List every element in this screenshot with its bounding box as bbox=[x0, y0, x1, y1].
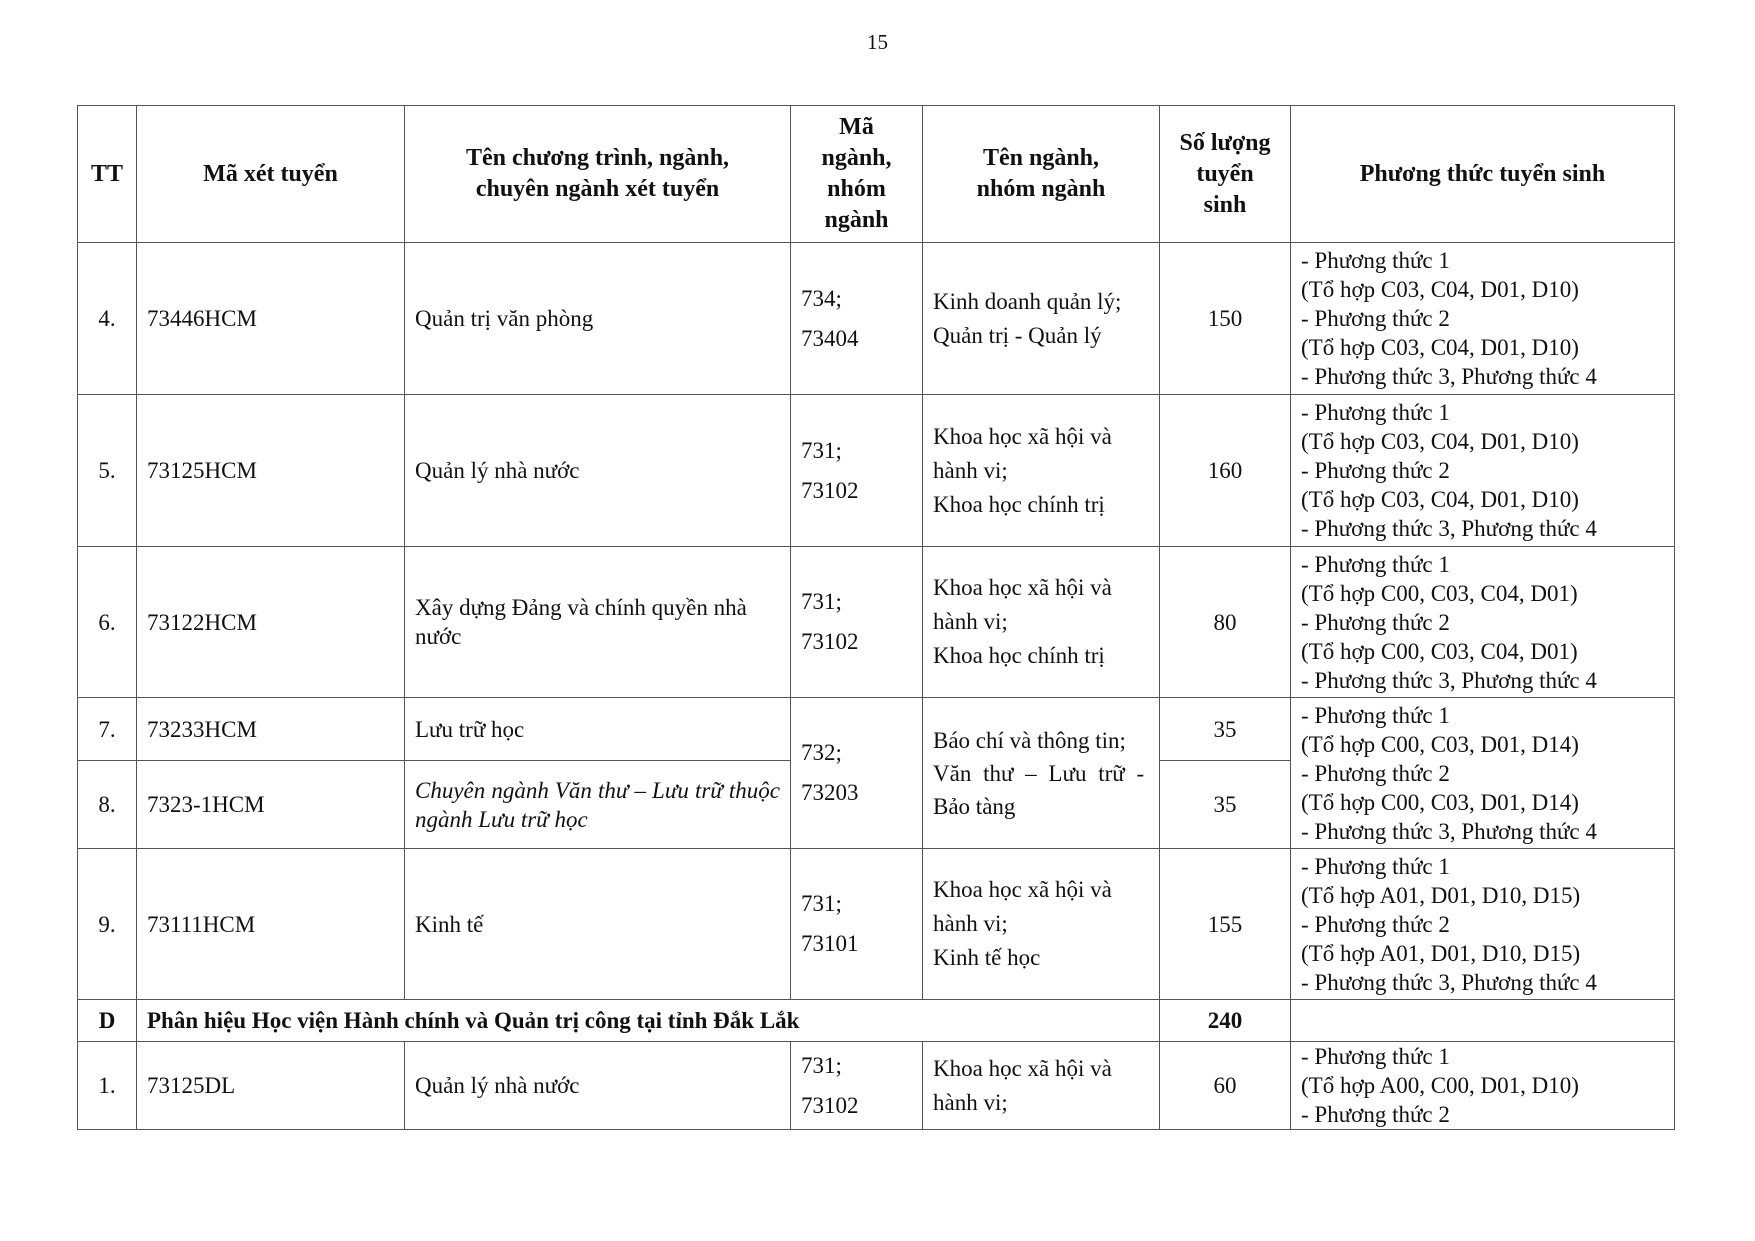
cell-major-code bbox=[791, 1042, 923, 1130]
major-name-line: hành vi; bbox=[933, 457, 1008, 483]
cell-quota: 80 bbox=[1160, 547, 1291, 698]
cell-code: 73111HCM bbox=[137, 849, 405, 1000]
header-ten-chuong-trinh bbox=[405, 106, 791, 243]
major-name-line: Khoa học xã hội và bbox=[933, 575, 1112, 600]
major-name-line: Báo chí và thông tin; bbox=[933, 727, 1126, 753]
method-line: (Tổ hợp A01, D01, D10, D15) bbox=[1301, 882, 1581, 908]
method-line: - Phương thức 2 bbox=[1301, 306, 1450, 331]
table-row bbox=[78, 849, 1675, 1000]
cell-methods bbox=[1291, 1042, 1675, 1130]
cell-major-code bbox=[791, 243, 923, 395]
cell-program: Quản lý nhà nước bbox=[405, 395, 791, 547]
method-line: - Phương thức 2 bbox=[1301, 911, 1450, 937]
section-title: Phân hiệu Học viện Hành chính và Quản trị công tại tỉnh Đắk Lắk bbox=[137, 1000, 1160, 1042]
header-line: nhóm ngành bbox=[976, 176, 1106, 202]
cell-tt: 5. bbox=[78, 395, 137, 547]
cell-major-name bbox=[923, 1042, 1160, 1130]
major-name-line: hành vi; bbox=[933, 911, 1008, 936]
table-row bbox=[78, 547, 1675, 698]
cell-tt: 9. bbox=[78, 849, 137, 1000]
cell-quota: 60 bbox=[1160, 1042, 1291, 1130]
cell-tt: 6. bbox=[78, 547, 137, 698]
method-line: (Tổ hợp A00, C00, D01, D10) bbox=[1301, 1073, 1579, 1098]
method-line: - Phương thức 2 bbox=[1301, 760, 1450, 786]
cell-code: 7323-1HCM bbox=[137, 761, 405, 849]
major-code-line: 73102 bbox=[801, 1092, 859, 1118]
method-line: - Phương thức 2 bbox=[1301, 609, 1450, 635]
major-code-line: 73102 bbox=[801, 629, 859, 654]
method-line: (Tổ hợp A01, D01, D10, D15) bbox=[1301, 940, 1581, 966]
cell-methods bbox=[1291, 395, 1675, 547]
method-line: (Tổ hợp C03, C04, D01, D10) bbox=[1301, 429, 1579, 454]
cell-program: Lưu trữ học bbox=[405, 698, 791, 761]
table-row bbox=[78, 698, 1675, 761]
header-line: nhóm bbox=[827, 176, 886, 202]
major-code-line: 73101 bbox=[801, 931, 859, 956]
major-code-line: 73404 bbox=[801, 325, 859, 351]
cell-program: Kinh tế bbox=[405, 849, 791, 1000]
major-code-line: 732; bbox=[801, 740, 842, 765]
method-line: (Tổ hợp C00, C03, D01, D14) bbox=[1301, 789, 1579, 815]
cell-program: Xây dựng Đảng và chính quyền nhà nước bbox=[405, 547, 791, 698]
major-name-line: Khoa học xã hội và bbox=[933, 877, 1112, 902]
major-name-line: Kinh tế học bbox=[933, 945, 1041, 970]
cell-program: Quản lý nhà nước bbox=[405, 1042, 791, 1130]
cell-quota: 35 bbox=[1160, 698, 1291, 761]
cell-major-name bbox=[923, 395, 1160, 547]
major-name-line: Khoa học chính trị bbox=[933, 491, 1105, 517]
cell-major-code bbox=[791, 395, 923, 547]
cell-quota: 35 bbox=[1160, 761, 1291, 849]
major-name-line: Khoa học chính trị bbox=[933, 643, 1105, 668]
cell-quota: 155 bbox=[1160, 849, 1291, 1000]
method-line: - Phương thức 3, Phương thức 4 bbox=[1301, 364, 1597, 389]
method-line: (Tổ hợp C03, C04, D01, D10) bbox=[1301, 277, 1579, 302]
cell-code: 73125DL bbox=[137, 1042, 405, 1130]
cell-program: Chuyên ngành Văn thư – Lưu trữ thuộc ngành Lưu trữ học bbox=[405, 761, 791, 849]
cell-tt: 7. bbox=[78, 698, 137, 761]
admission-table bbox=[77, 105, 1675, 1130]
header-line: Tên chương trình, ngành, bbox=[465, 145, 730, 171]
section-row bbox=[78, 1000, 1675, 1042]
header-so-luong bbox=[1160, 106, 1291, 243]
table-row bbox=[78, 243, 1675, 395]
cell-methods bbox=[1291, 547, 1675, 698]
method-line: - Phương thức 1 bbox=[1301, 248, 1450, 273]
header-tt: TT bbox=[78, 106, 137, 243]
cell-methods bbox=[1291, 698, 1675, 849]
major-name-line: Khoa học xã hội và bbox=[933, 423, 1112, 449]
major-code-line: 731; bbox=[801, 1052, 842, 1078]
table-row bbox=[78, 395, 1675, 547]
method-line: (Tổ hợp C00, C03, C04, D01) bbox=[1301, 638, 1578, 664]
header-phuong-thuc: Phương thức tuyển sinh bbox=[1291, 106, 1675, 243]
method-line: (Tổ hợp C00, C03, C04, D01) bbox=[1301, 580, 1578, 606]
header-line: Mã bbox=[839, 114, 874, 140]
section-empty-cell bbox=[1291, 1000, 1675, 1042]
major-code-line: 731; bbox=[801, 589, 842, 614]
header-line: ngành, bbox=[821, 145, 892, 171]
cell-tt: 4. bbox=[78, 243, 137, 395]
method-line: - Phương thức 3, Phương thức 4 bbox=[1301, 969, 1597, 995]
method-line: - Phương thức 3, Phương thức 4 bbox=[1301, 516, 1597, 541]
method-line: - Phương thức 3, Phương thức 4 bbox=[1301, 818, 1597, 844]
cell-major-code bbox=[791, 849, 923, 1000]
major-code-line: 73203 bbox=[801, 780, 859, 805]
cell-code: 73122HCM bbox=[137, 547, 405, 698]
header-line: tuyển bbox=[1196, 160, 1254, 187]
section-label: D bbox=[78, 1000, 137, 1042]
major-name-line: hành vi; bbox=[933, 1089, 1008, 1115]
cell-major-name bbox=[923, 547, 1160, 698]
method-line: - Phương thức 1 bbox=[1301, 551, 1450, 577]
method-line: - Phương thức 2 bbox=[1301, 458, 1450, 483]
major-code-line: 734; bbox=[801, 285, 842, 311]
header-ma-nganh bbox=[791, 106, 923, 243]
major-code-line: 731; bbox=[801, 437, 842, 463]
cell-major-name bbox=[923, 698, 1160, 849]
major-name-line: Khoa học xã hội và bbox=[933, 1055, 1112, 1081]
major-name-line: Quản trị - Quản lý bbox=[933, 322, 1102, 348]
method-line: - Phương thức 3, Phương thức 4 bbox=[1301, 667, 1597, 693]
method-line: (Tổ hợp C03, C04, D01, D10) bbox=[1301, 335, 1579, 360]
cell-major-code bbox=[791, 547, 923, 698]
cell-major-name bbox=[923, 849, 1160, 1000]
cell-quota: 150 bbox=[1160, 243, 1291, 395]
cell-methods bbox=[1291, 243, 1675, 395]
header-row bbox=[78, 106, 1675, 243]
method-line: - Phương thức 1 bbox=[1301, 400, 1450, 425]
cell-code: 73125HCM bbox=[137, 395, 405, 547]
major-name-line: Bảo tàng bbox=[933, 793, 1016, 819]
major-name-line: Văn thư – Lưu trữ - bbox=[933, 760, 1145, 786]
method-line: - Phương thức 1 bbox=[1301, 853, 1450, 879]
method-line: - Phương thức 1 bbox=[1301, 702, 1450, 728]
major-code-line: 731; bbox=[801, 891, 842, 916]
cell-code: 73446HCM bbox=[137, 243, 405, 395]
method-line: (Tổ hợp C03, C04, D01, D10) bbox=[1301, 487, 1579, 512]
method-line: (Tổ hợp C00, C03, D01, D14) bbox=[1301, 731, 1579, 757]
header-ma-xet-tuyen: Mã xét tuyển bbox=[137, 106, 405, 243]
header-ten-nganh bbox=[923, 106, 1160, 243]
major-name-line: hành vi; bbox=[933, 609, 1008, 634]
major-code-line: 73102 bbox=[801, 477, 859, 503]
cell-program: Quản trị văn phòng bbox=[405, 243, 791, 395]
method-line: - Phương thức 2 bbox=[1301, 1102, 1450, 1127]
cell-major-name bbox=[923, 243, 1160, 395]
header-line: chuyên ngành xét tuyển bbox=[475, 176, 720, 202]
section-total: 240 bbox=[1160, 1000, 1291, 1042]
cell-tt: 1. bbox=[78, 1042, 137, 1130]
header-line: ngành bbox=[824, 207, 889, 233]
page-number: 15 bbox=[867, 30, 888, 54]
method-line: - Phương thức 1 bbox=[1301, 1044, 1450, 1069]
table-row bbox=[78, 1042, 1675, 1130]
header-line: sinh bbox=[1203, 191, 1247, 218]
cell-methods bbox=[1291, 849, 1675, 1000]
cell-quota: 160 bbox=[1160, 395, 1291, 547]
cell-major-code bbox=[791, 698, 923, 849]
header-line: Tên ngành, bbox=[982, 145, 1100, 171]
major-name-line: Kinh doanh quản lý; bbox=[933, 288, 1122, 314]
cell-tt: 8. bbox=[78, 761, 137, 849]
cell-code: 73233HCM bbox=[137, 698, 405, 761]
header-line: Số lượng bbox=[1179, 129, 1271, 156]
